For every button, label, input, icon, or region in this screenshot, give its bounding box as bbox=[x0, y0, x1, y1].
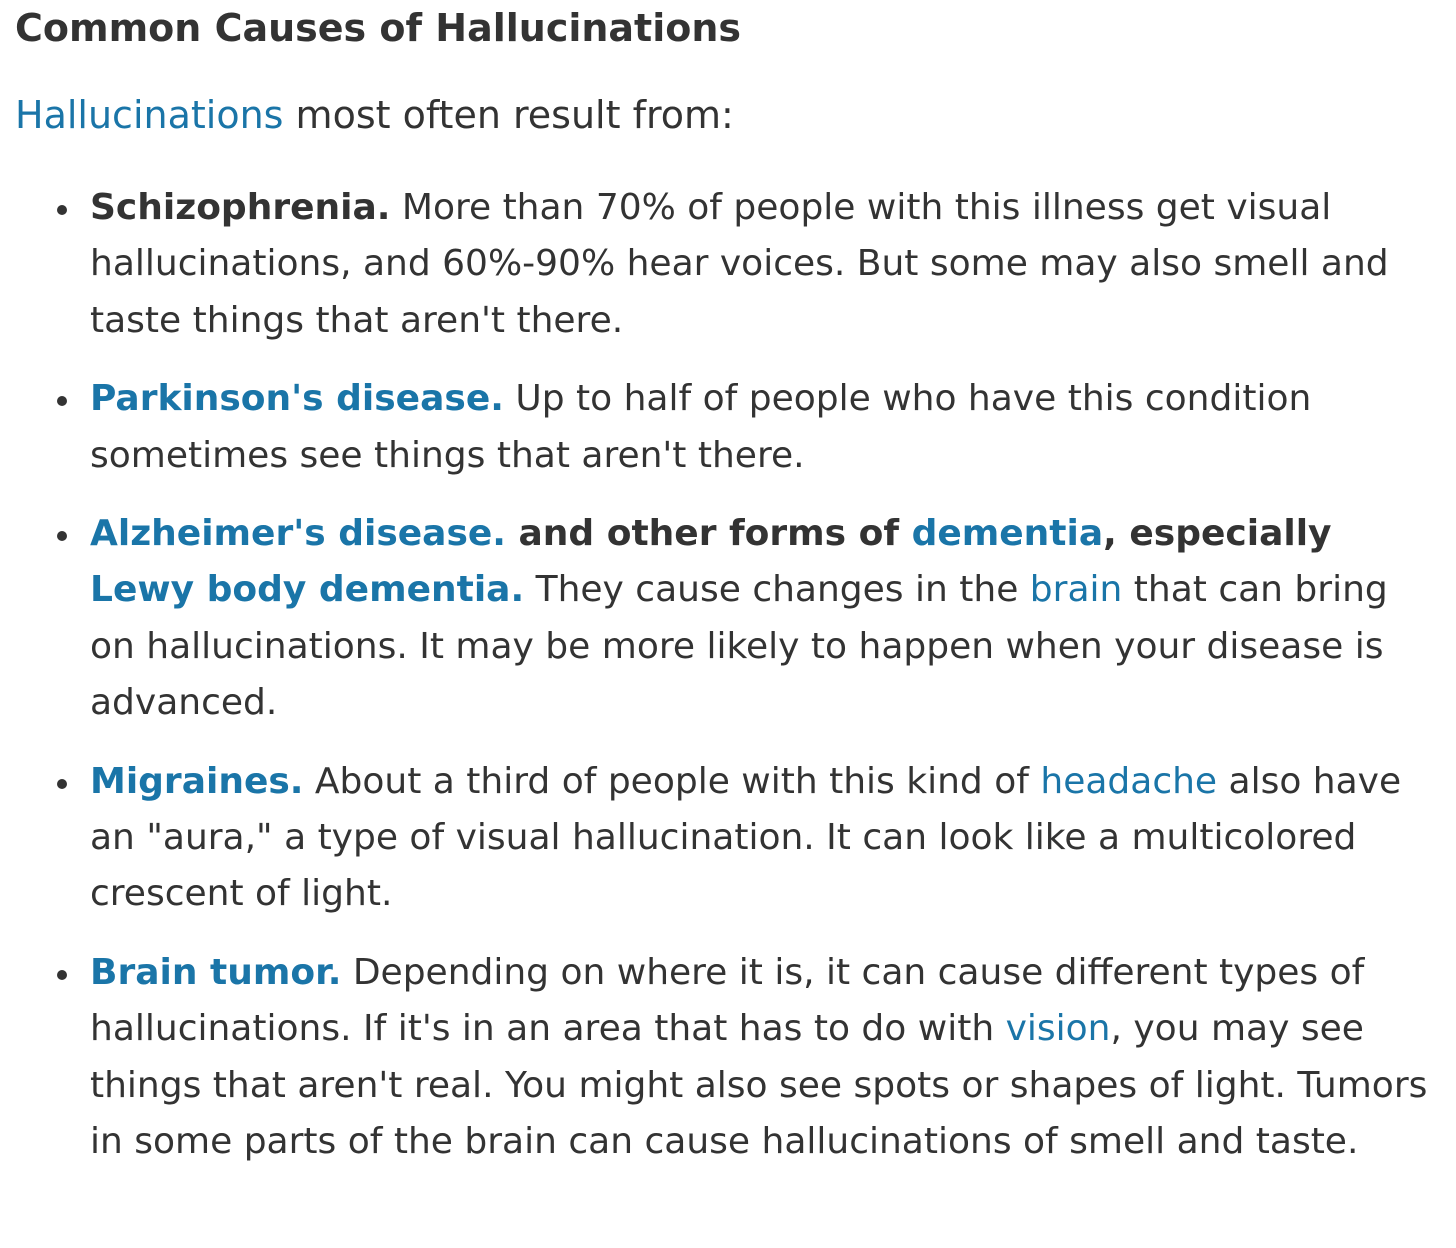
term-parkinsons: Parkinson's disease. bbox=[90, 378, 504, 420]
brain-link[interactable]: brain bbox=[1029, 569, 1123, 611]
intro-text: most often result from: bbox=[283, 93, 734, 137]
item-text: , you may see things that aren't real. You might also see spots or shapes of light. Tumors in some parts of the brain can cause hallucinations of smell and taste. bbox=[90, 1008, 1428, 1163]
item-text: Up to half of people who have this condition sometimes see things that aren't there. bbox=[90, 378, 1312, 476]
intro-paragraph bbox=[15, 90, 1456, 140]
headache-link[interactable]: headache bbox=[1040, 760, 1218, 802]
term-dementia: dementia bbox=[911, 513, 1104, 555]
list-item-schizophrenia bbox=[15, 180, 1435, 349]
list-item-brain-tumor bbox=[15, 945, 1435, 1171]
term-alzheimers: Alzheimer's disease. bbox=[90, 513, 506, 555]
lewy-body-dementia-link[interactable] bbox=[90, 569, 524, 610]
bullet-icon bbox=[57, 970, 67, 980]
brain-tumor-link[interactable] bbox=[90, 952, 341, 993]
item-text: More than 70% of people with this illness get visual hallucinations, and 60%-90% hear voices. But some may also smell and taste things that aren't there. bbox=[90, 187, 1389, 341]
item-text: Depending on where it is, it can cause different types of hallucinations. If it's in an area that has to do with bbox=[90, 951, 1365, 1050]
dementia-link[interactable] bbox=[912, 513, 1104, 554]
term-schizophrenia: Schizophrenia. bbox=[90, 187, 391, 228]
term-lewy-body-dementia: Lewy body dementia. bbox=[90, 569, 525, 611]
item-text: that can bring on hallucinations. It may be more likely to happen when your disease is advanced. bbox=[90, 569, 1388, 724]
list-item-migraines bbox=[15, 754, 1435, 923]
list-item-alzheimers bbox=[15, 506, 1435, 732]
bold-text: , especially bbox=[1103, 513, 1332, 555]
bullet-icon bbox=[57, 779, 67, 789]
bold-text: and other forms of bbox=[505, 513, 912, 555]
vision-link[interactable]: vision bbox=[1005, 1008, 1111, 1050]
alzheimers-link[interactable] bbox=[90, 513, 506, 554]
item-text: They cause changes in the bbox=[524, 569, 1030, 611]
term-migraines: Migraines. bbox=[90, 760, 304, 802]
bullet-icon bbox=[57, 396, 67, 406]
term-brain-tumor: Brain tumor. bbox=[90, 951, 342, 993]
causes-list bbox=[15, 180, 1435, 1171]
migraines-link[interactable] bbox=[90, 761, 303, 802]
section-heading: Common Causes of Hallucinations bbox=[15, 6, 742, 50]
bullet-icon bbox=[57, 205, 67, 215]
item-text: also have an "aura," a type of visual hallucination. It can look like a multicolored crescent of light. bbox=[90, 760, 1402, 915]
parkinsons-link[interactable] bbox=[90, 378, 504, 419]
item-text: About a third of people with this kind of bbox=[303, 760, 1041, 802]
bullet-icon bbox=[57, 531, 67, 541]
hallucinations-link[interactable]: Hallucinations bbox=[15, 93, 284, 137]
list-item-parkinsons bbox=[15, 371, 1435, 484]
